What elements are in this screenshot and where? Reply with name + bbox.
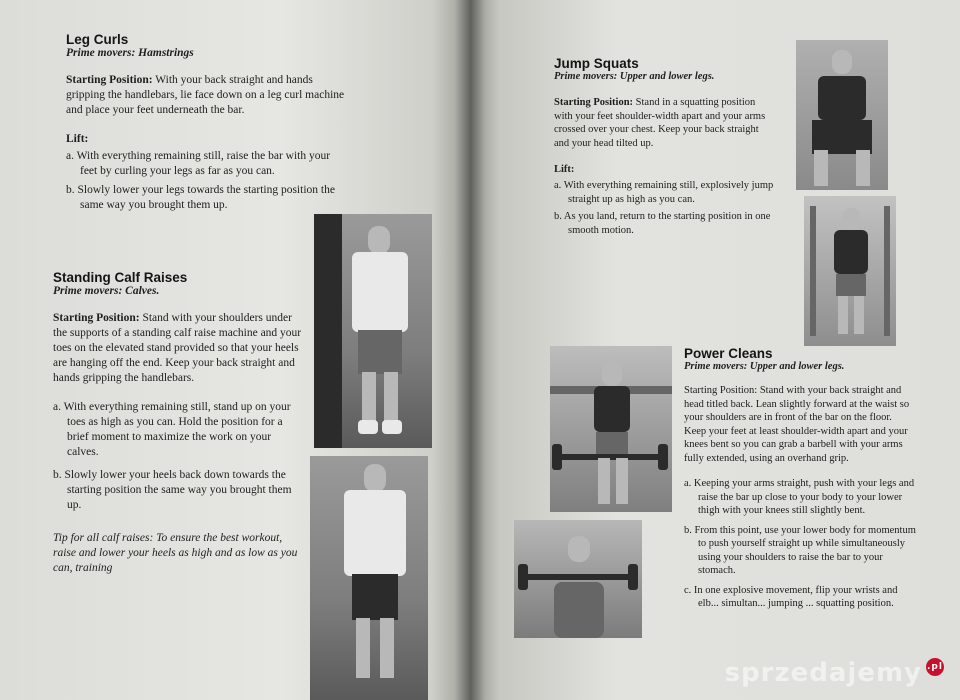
book-gutter (455, 0, 485, 700)
power-clean-photo-top (550, 346, 672, 512)
watermark-text: sprzedajemy (724, 658, 922, 688)
watermark (725, 658, 944, 688)
calf-raises-title: Standing Calf Raises (53, 270, 188, 285)
starting-text: With your back straight and hands gripping the handlebars, lie face down on a leg curl machine and place your feet underneath the bar. (66, 74, 345, 116)
power-cleans-step-a: a. Keeping your arms straight, push with your legs and raise the bar up close to your body to your lower thigh with your knees still slightly bent. (684, 478, 915, 516)
jump-squat-photo-top (796, 40, 888, 190)
starting-text: Stand in a squatting position with your feet shoulder-width apart and your arms crossed over your chest. Keep your back straight and your head tilted up. (554, 97, 766, 149)
leg-curls-step-a: a. With everything remaining still, raise the bar with your feet by curling your legs as far as you can. (66, 150, 331, 177)
left-page (0, 0, 470, 700)
calf-raise-photo-top (314, 214, 432, 448)
jump-squats-lift-label: Lift: (554, 164, 575, 175)
calf-raises-starting-position (53, 311, 305, 386)
power-cleans-step-c: c. In one explosive movement, flip your wrists and elb... simultan... jumping ... squatting position. (684, 584, 898, 609)
leg-curls-title: Leg Curls (66, 32, 129, 47)
starting-label: Starting Position: (53, 312, 140, 324)
jump-squats-section (554, 56, 774, 237)
jump-squats-step-b: b. As you land, return to the starting position in one smooth motion. (554, 211, 771, 236)
starting-label: Starting Position: (66, 74, 153, 86)
power-cleans-step-b: b. From this point, use your lower body for momentum to push yourself straight up while simultaneously using your shoulders to raise the bar to your stomach. (684, 524, 916, 576)
leg-curls-section (66, 32, 346, 213)
jump-squats-title: Jump Squats (554, 56, 639, 71)
leg-curls-starting-position (66, 73, 346, 118)
power-cleans-prime-movers: Prime movers: Upper and lower legs. (684, 361, 845, 372)
jump-squats-starting-position (554, 96, 774, 150)
calf-raise-photo-bottom (310, 456, 428, 700)
leg-curls-step-b: b. Slowly lower your legs towards the starting position the same way you brought them up. (66, 184, 335, 211)
starting-label: Starting Position: (554, 97, 634, 108)
leg-curls-prime-movers: Prime movers: Hamstrings (66, 47, 194, 59)
power-cleans-section (684, 346, 916, 611)
calf-raises-step-b: b. Slowly lower your heels back down towards the starting position the same way you brought them up. (53, 469, 292, 511)
jump-squats-step-a: a. With everything remaining still, explosively jump straight up as high as you can. (554, 180, 774, 205)
calf-raises-step-a: a. With everything remaining still, stand up on your toes as high as you can. Hold the position for a brief moment to maximize the work on your calves. (53, 401, 291, 458)
starting-text: Stand with your shoulders under the supports of a standing calf raise machine and your toes on the elevated stand provided so that your heels are hanging off the end. Keep your back straight and hands gripping the handlebars. (53, 312, 302, 384)
calf-raises-tip: Tip for all calf raises: To ensure the best workout, raise and lower your heels as high and as low as you can, training (53, 532, 298, 574)
power-cleans-title: Power Cleans (684, 346, 773, 361)
calf-raises-prime-movers: Prime movers: Calves. (53, 285, 160, 297)
jump-squat-photo-bottom (804, 196, 896, 346)
power-cleans-starting-position: Starting Position: Stand with your back straight and head titled back. Lean slightly forward at the waist so your shoulders are in front of the bar on the floor. Keep your feet at least shoulder-width apart and your knees bent so you can grab a barbell with your arms fully extended, using an overhand grip. (684, 385, 910, 464)
right-page (470, 0, 960, 700)
power-clean-photo-bottom (514, 520, 642, 638)
calf-raises-section (53, 270, 305, 576)
jump-squats-prime-movers: Prime movers: Upper and lower legs. (554, 71, 715, 82)
watermark-badge: .pl (926, 658, 944, 676)
leg-curls-lift-label: Lift: (66, 133, 89, 145)
